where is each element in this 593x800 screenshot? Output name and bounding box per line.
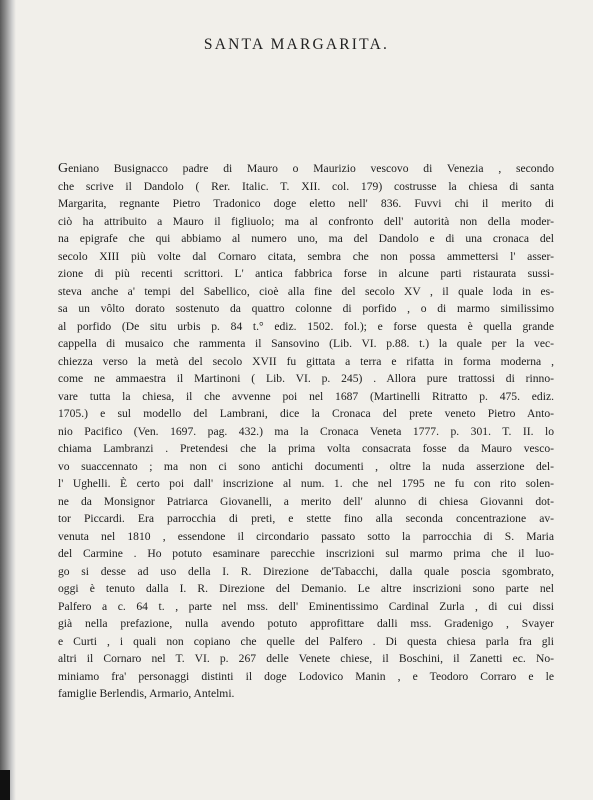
text-line: ciò ha attribuito a Mauro il figliuolo; ma al confronto dell' autorità non della moder- xyxy=(58,214,554,228)
text-line: l' Ughelli. È certo poi dall' inscrizione al num. 1. che nel 1795 ne fu con rito solen- xyxy=(58,477,554,490)
text-line: e Curti , i quali non copiano che quelle del Palfero . Di questa chiesa parla fra gli xyxy=(58,634,554,648)
text-line: chiezza verso la metà del secolo XVII fu gittata a terra e rifatta in forma moderna , xyxy=(58,354,554,368)
text-line: che scrive il Dandolo ( Rer. Italic. T. XII. col. 179) costrusse la chiesa di santa xyxy=(58,179,554,193)
text-line: tor Piccardi. Era parrocchia di preti, e stette fino alla seconda concentrazione av- xyxy=(58,512,554,525)
text-line: vare tutta la chiesa, il che avvenne poi nel 1687 (Martinelli Ritratto p. 475. ediz. xyxy=(58,389,554,403)
text-line: sa un vôlto dorato sostenuto da quattro colonne di porfido , o di marmo similissimo xyxy=(58,302,554,315)
text-line: oggi è tenuto dalla I. R. Direzione del Demanio. Le altre inscrizioni sono parte nel xyxy=(58,582,554,595)
text-line: venuta nel 1810 , essendone il circondario passato sotto la parrocchia di S. Maria xyxy=(58,529,554,543)
text-line: steva anche a' tempi del Sabellico, cioè alla fine del secolo XV , il quale loda in es- xyxy=(58,284,554,298)
text-line: zione di più recenti scrittori. L' antica fabbrica forse in alcune parti ristaurata sussi- xyxy=(58,267,554,280)
text-line: Palfero a c. 64 t. , parte nel mss. dell' Eminentissimo Cardinal Zurla , di cui dissi xyxy=(58,599,554,613)
text-line: na epigrafe che qui abbiamo al numero uno, ma del Dandolo e di una cronaca del xyxy=(58,232,554,245)
text-line: secolo XIII più volte dal Cornaro citata, sembra che non possa ammettersi l' asser- xyxy=(58,249,554,263)
page-title: SANTA MARGARITA. xyxy=(203,36,390,53)
text-line: già nella prefazione, nulla avendo potuto approfittare dalli mss. Gradenigo , Svayer xyxy=(58,617,554,630)
text-line: famiglie Berlendis, Armario, Antelmi. xyxy=(58,687,235,700)
text-line: Margarita, regnante Pietro Tradonico doge eletto nell' 836. Fuvvi chi il merito di xyxy=(58,197,554,210)
book-spine-shadow xyxy=(0,0,16,800)
text-line: al porfido (De situ urbis p. 84 t.° ediz. 1502. fol.); e forse questa è quella grande xyxy=(58,319,554,333)
text-line: chiama Lambranzi . Pretendesi che la prima volta consacrata fosse da Mauro vesco- xyxy=(58,442,554,455)
text-line: come ne ammaestra il Martinoni ( Lib. VI. p. 245) . Allora pure trattossi di rinno- xyxy=(58,372,554,385)
text-line: miniamo fra' personaggi distinti il doge Lodovico Manin , e Teodoro Corraro e le xyxy=(58,669,554,683)
text-line: vo suaccennato ; ma non ci sono antichi documenti , oltre la nuda asserzione del- xyxy=(58,459,554,473)
text-line: go si desse ad uso della I. R. Direzione de'Tabacchi, dalla quale poscia sgombrato, xyxy=(58,564,554,578)
text-line: Geniano Busignacco padre di Mauro o Maurizio vescovo di Venezia , secondo xyxy=(58,161,554,176)
text-line: altri il Cornaro nel T. VI. p. 267 delle Venete chiese, il Boschini, il Zanetti ec. No- xyxy=(58,652,554,665)
body-paragraph xyxy=(58,160,554,703)
text-line: ne da Monsignor Patriarca Giovanelli, a merito dell' alunno di chiesa Giovanni dot- xyxy=(58,494,554,508)
scan-edge xyxy=(0,770,10,800)
text-line: 1705.) e sul modello del Lambrani, dice la Cronaca del prete veneto Pietro Anto- xyxy=(58,407,554,420)
text-line: del Carmine . Ho potuto esaminare parecchie inscrizioni sul marmo prima che il luo- xyxy=(58,547,554,560)
text-line: cappella di musaico che rammenta il Sansovino (Lib. VI. p.88. t.) la quale per la vec- xyxy=(58,337,554,350)
text-line: nio Pacifico (Ven. 1697. pag. 432.) ma la Cronaca Veneta 1777. p. 301. T. II. lo xyxy=(58,424,554,438)
